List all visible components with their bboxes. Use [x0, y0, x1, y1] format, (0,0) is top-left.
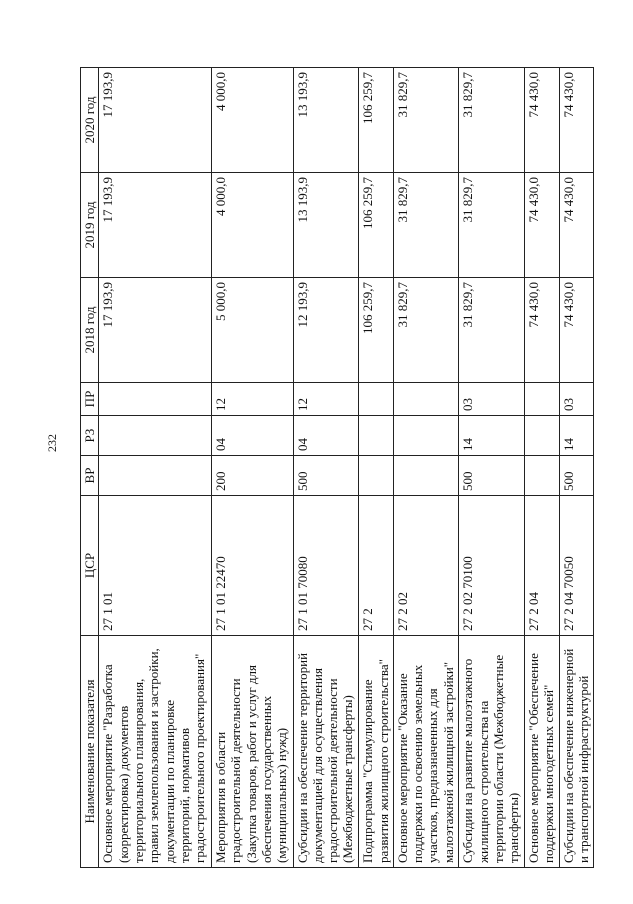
table-row — [459, 68, 525, 868]
cell-vr — [359, 456, 393, 496]
cell-pr — [359, 383, 393, 416]
cell-2018: 74 430,0 — [559, 278, 593, 383]
page-number: 232 — [45, 434, 59, 452]
cell-pr: 12 — [212, 383, 293, 416]
cell-2019: 106 259,7 — [359, 173, 393, 278]
cell-csr: 27 2 04 70050 — [559, 496, 593, 636]
header-csr: ЦСР — [81, 496, 99, 636]
cell-2020: 74 430,0 — [525, 68, 559, 173]
cell-csr: 27 2 — [359, 496, 393, 636]
cell-2018: 74 430,0 — [525, 278, 559, 383]
cell-name: Субсидии на обеспечение территорий документацией для осуществления градостроительной деятельности (Межбюджетные трансферты) — [293, 636, 359, 868]
table-row — [212, 68, 293, 868]
cell-2020: 74 430,0 — [559, 68, 593, 173]
cell-2020: 13 193,9 — [293, 68, 359, 173]
cell-name: Субсидии на обеспечение инженерной и транспортной инфраструктурой — [559, 636, 593, 868]
cell-name: Основное мероприятие "Обеспечение поддержки многодетных семей" — [525, 636, 559, 868]
cell-2020: 31 829,7 — [393, 68, 459, 173]
table-row — [359, 68, 393, 868]
cell-2020: 106 259,7 — [359, 68, 393, 173]
cell-rz — [99, 416, 212, 456]
cell-rz — [359, 416, 393, 456]
cell-2020: 17 193,9 — [99, 68, 212, 173]
table-row — [99, 68, 212, 868]
cell-2019: 17 193,9 — [99, 173, 212, 278]
header-pr: ПР — [81, 383, 99, 416]
cell-2020: 4 000,0 — [212, 68, 293, 173]
cell-2018: 17 193,9 — [99, 278, 212, 383]
cell-vr — [393, 456, 459, 496]
cell-2020: 31 829,7 — [459, 68, 525, 173]
cell-vr — [525, 456, 559, 496]
cell-2018: 31 829,7 — [459, 278, 525, 383]
cell-rz: 14 — [459, 416, 525, 456]
cell-vr: 200 — [212, 456, 293, 496]
header-2018: 2018 год — [81, 278, 99, 383]
cell-csr: 27 2 04 — [525, 496, 559, 636]
cell-2018: 106 259,7 — [359, 278, 393, 383]
cell-pr — [99, 383, 212, 416]
cell-2018: 31 829,7 — [393, 278, 459, 383]
cell-pr — [393, 383, 459, 416]
cell-csr: 27 1 01 22470 — [212, 496, 293, 636]
cell-2019: 31 829,7 — [459, 173, 525, 278]
cell-name: Подпрограмма "Стимулирование развития жилищного строительства" — [359, 636, 393, 868]
header-name: Наименование показателя — [81, 636, 99, 868]
cell-name: Основное мероприятие "Разработка (корректировка) документов территориального планирования, правил землепользования и застройки, документации по планировке территорий, нормативов градостроительного проектирования" — [99, 636, 212, 868]
cell-2019: 74 430,0 — [559, 173, 593, 278]
cell-csr: 27 2 02 — [393, 496, 459, 636]
cell-rz: 04 — [212, 416, 293, 456]
cell-csr: 27 1 01 — [99, 496, 212, 636]
header-vr: ВР — [81, 456, 99, 496]
cell-2019: 13 193,9 — [293, 173, 359, 278]
cell-2018: 12 193,9 — [293, 278, 359, 383]
cell-name: Субсидии на развитие малоэтажного жилищного строительства на территории области (Межбюджетные трансферты) — [459, 636, 525, 868]
cell-vr: 500 — [293, 456, 359, 496]
cell-2018: 5 000,0 — [212, 278, 293, 383]
table-row — [525, 68, 559, 868]
cell-2019: 4 000,0 — [212, 173, 293, 278]
header-2020: 2020 год — [81, 68, 99, 173]
cell-rz — [525, 416, 559, 456]
cell-rz — [393, 416, 459, 456]
cell-vr — [99, 456, 212, 496]
cell-csr: 27 1 01 70080 — [293, 496, 359, 636]
table-row — [393, 68, 459, 868]
cell-pr: 03 — [459, 383, 525, 416]
budget-table — [80, 67, 594, 868]
table-row — [559, 68, 593, 868]
header-2019: 2019 год — [81, 173, 99, 278]
cell-2019: 74 430,0 — [525, 173, 559, 278]
cell-name: Мероприятия в области градостроительной деятельности (Закупка товаров, работ и услуг для обеспечения государственных (муниципальных) нужд) — [212, 636, 293, 868]
cell-pr: 12 — [293, 383, 359, 416]
cell-pr — [525, 383, 559, 416]
rotated-table-container — [80, 68, 594, 868]
cell-pr: 03 — [559, 383, 593, 416]
table-row — [293, 68, 359, 868]
cell-vr: 500 — [559, 456, 593, 496]
header-rz: РЗ — [81, 416, 99, 456]
cell-2019: 31 829,7 — [393, 173, 459, 278]
cell-rz: 04 — [293, 416, 359, 456]
cell-vr: 500 — [459, 456, 525, 496]
cell-csr: 27 2 02 70100 — [459, 496, 525, 636]
cell-name: Основное мероприятие "Оказание поддержки по освоению земельных участков, предназначенных для малоэтажной жилищной застройки" — [393, 636, 459, 868]
table-header-row — [81, 68, 99, 868]
cell-rz: 14 — [559, 416, 593, 456]
